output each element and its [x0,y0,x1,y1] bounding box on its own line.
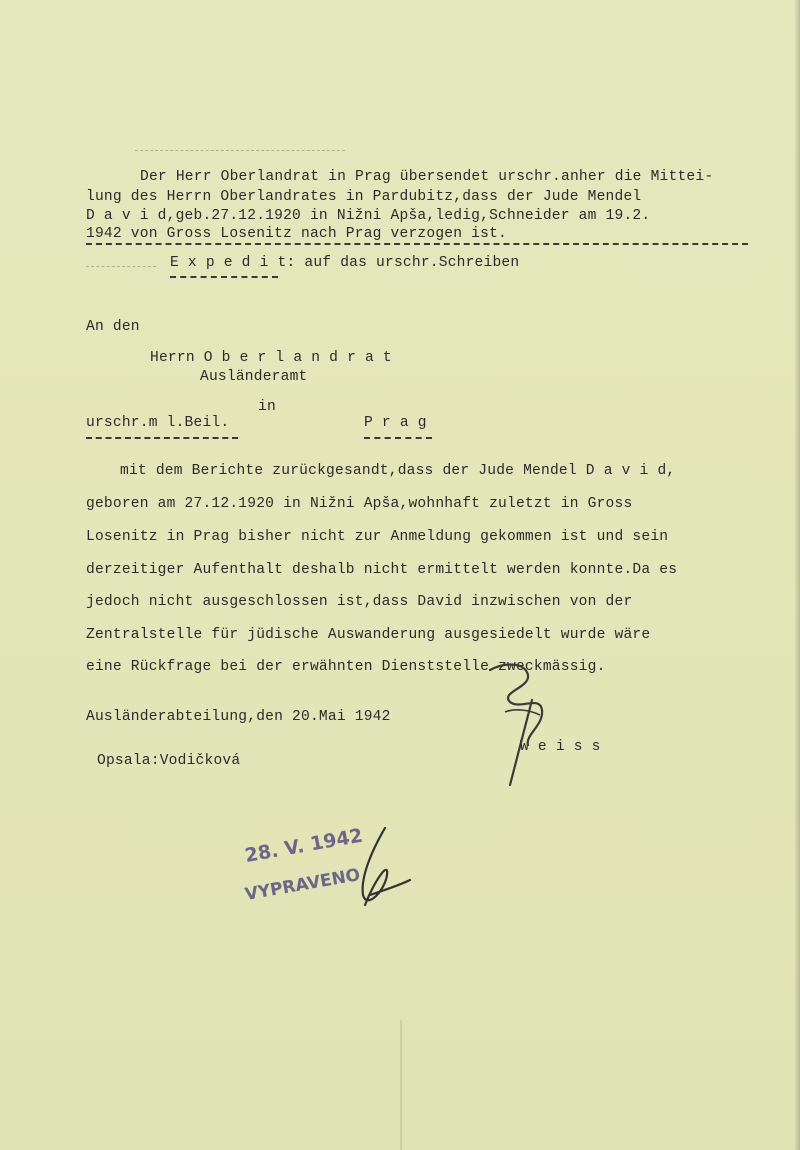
expedit-line: E x p e d i t: auf das urschr.Schreiben [170,255,520,271]
stamp-label: VYPRAVENO [243,865,362,905]
faint-top-line [135,150,345,151]
an-den: An den [86,319,140,335]
page-edge-shadow [794,0,800,1150]
intro-line-2: lung des Herrn Oberlandrates in Pardubitz,dass der Jude Mendel [86,189,642,205]
attachment-note: urschr.m l.Beil. [86,415,230,431]
attachment-underline [86,437,238,439]
city-name: P r a g [364,415,427,431]
paper-fold [400,1020,402,1150]
stamp-date: 28. V. 1942 [243,824,365,867]
body-line-3: Losenitz in Prag bisher nicht zur Anmeldung gekommen ist und sein [86,529,669,545]
separator-line [86,243,748,245]
body-line-2: geboren am 27.12.1920 in Nižni Apša,wohnhaft zuletzt in Gross [86,496,633,512]
intro-line-4: 1942 von Gross Losenitz nach Prag verzogen ist. [86,226,508,242]
faint-separator-left [86,266,156,267]
body-line-1: mit dem Berichte zurückgesandt,dass der Jude Mendel D a v i d, [120,463,676,479]
expedit-underline [170,276,278,278]
dateline: Ausländerabteilung,den 20.Mai 1942 [86,709,391,725]
city-underline [364,437,432,439]
handwritten-signature-icon [470,640,580,790]
stamp-initial-icon [345,820,415,915]
recipient-title: Herrn O b e r l a n d r a t [150,350,392,366]
signature-name: W e i s s [520,739,601,755]
body-line-6: Zentralstelle für jüdische Auswanderung ausgesiedelt wurde wäre [86,627,651,643]
body-line-4: derzeitiger Aufenthalt deshalb nicht ermittelt werden konnte.Da es [86,562,678,578]
intro-line-3: D a v i d,geb.27.12.1920 in Nižni Apša,ledig,Schneider am 19.2. [86,208,651,224]
recipient-office: Ausländeramt [200,369,308,385]
intro-line-1: Der Herr Oberlandrat in Prag übersendet urschr.anher die Mittei- [140,169,714,185]
body-line-7: eine Rückfrage bei der erwähnten Dienststelle zweckmässig. [86,659,606,675]
body-line-5: jedoch nicht ausgeschlossen ist,dass David inzwischen von der [86,594,633,610]
in-word: in [258,399,276,415]
typist-note: Opsala:Vodičková [97,753,241,769]
